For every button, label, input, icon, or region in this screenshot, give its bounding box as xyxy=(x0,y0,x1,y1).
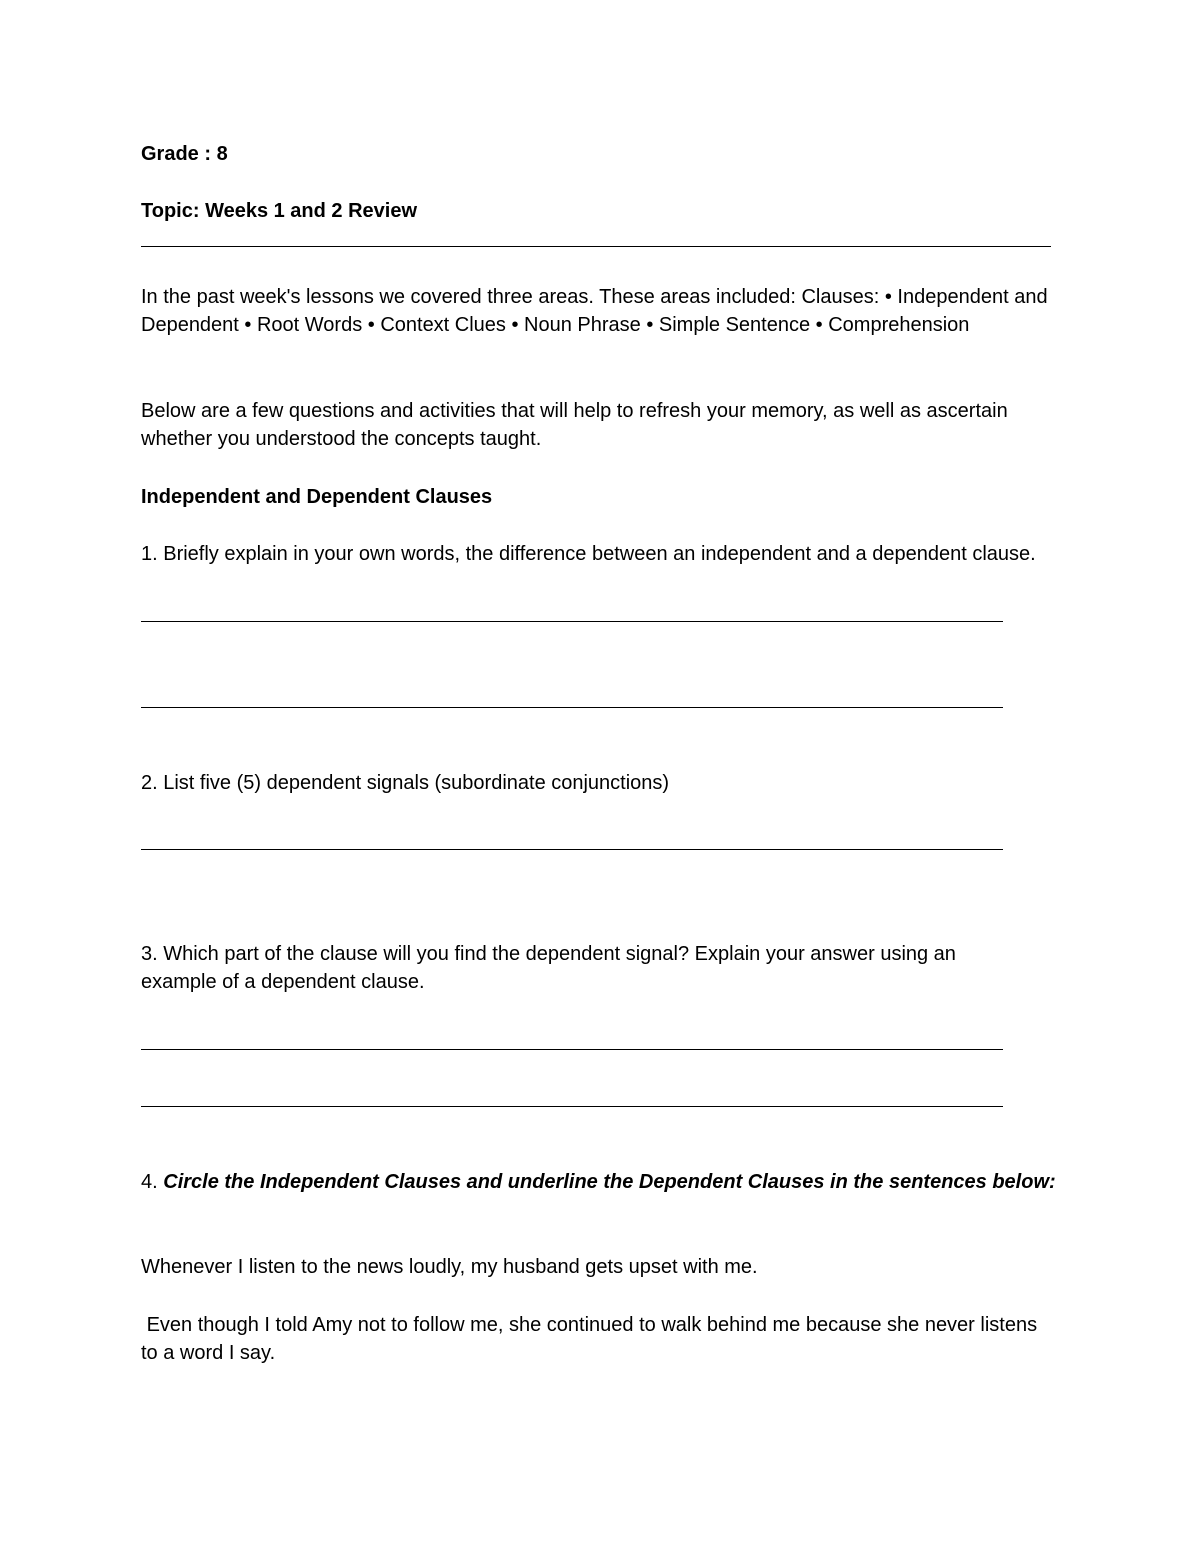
header-divider xyxy=(141,246,1051,247)
question-3: 3. Which part of the clause will you find the dependent signal? Explain your answer using an example of a dependent clause. xyxy=(141,943,956,993)
topic-label: Topic: Weeks 1 and 2 Review xyxy=(141,200,418,222)
question-1: 1. Briefly explain in your own words, the difference between an independent and a dependent clause. xyxy=(141,543,1036,565)
section-heading: Independent and Dependent Clauses xyxy=(141,486,493,508)
question-4 xyxy=(141,1168,1056,1196)
grade-label: Grade : 8 xyxy=(141,143,228,165)
sentence-1: Whenever I listen to the news loudly, my husband gets upset with me. xyxy=(141,1256,758,1278)
purpose-paragraph: Below are a few questions and activities that will help to refresh your memory, as well as ascertain whether you understood the concepts taught. xyxy=(141,400,1008,450)
question-4-number: 4. xyxy=(141,1171,164,1193)
question-4-instruction: Circle the Independent Clauses and underline the Dependent Clauses in the sentences below: xyxy=(163,1171,1056,1193)
areas-paragraph: In the past week's lessons we covered three areas. These areas included: Clauses: • Independent and Dependent • Root Words • Context Clues • Noun Phrase • Simple Sentence • Comprehension xyxy=(141,286,1048,336)
answer-line-3a xyxy=(141,1049,1003,1050)
answer-line-2 xyxy=(141,849,1003,850)
answer-line-1a xyxy=(141,621,1003,622)
answer-line-1b xyxy=(141,707,1003,708)
sentence-2: Even though I told Amy not to follow me, she continued to walk behind me because she never listens to a word I say. xyxy=(141,1314,1043,1364)
answer-line-3b xyxy=(141,1106,1003,1107)
question-2: 2. List five (5) dependent signals (subordinate conjunctions) xyxy=(141,772,670,794)
